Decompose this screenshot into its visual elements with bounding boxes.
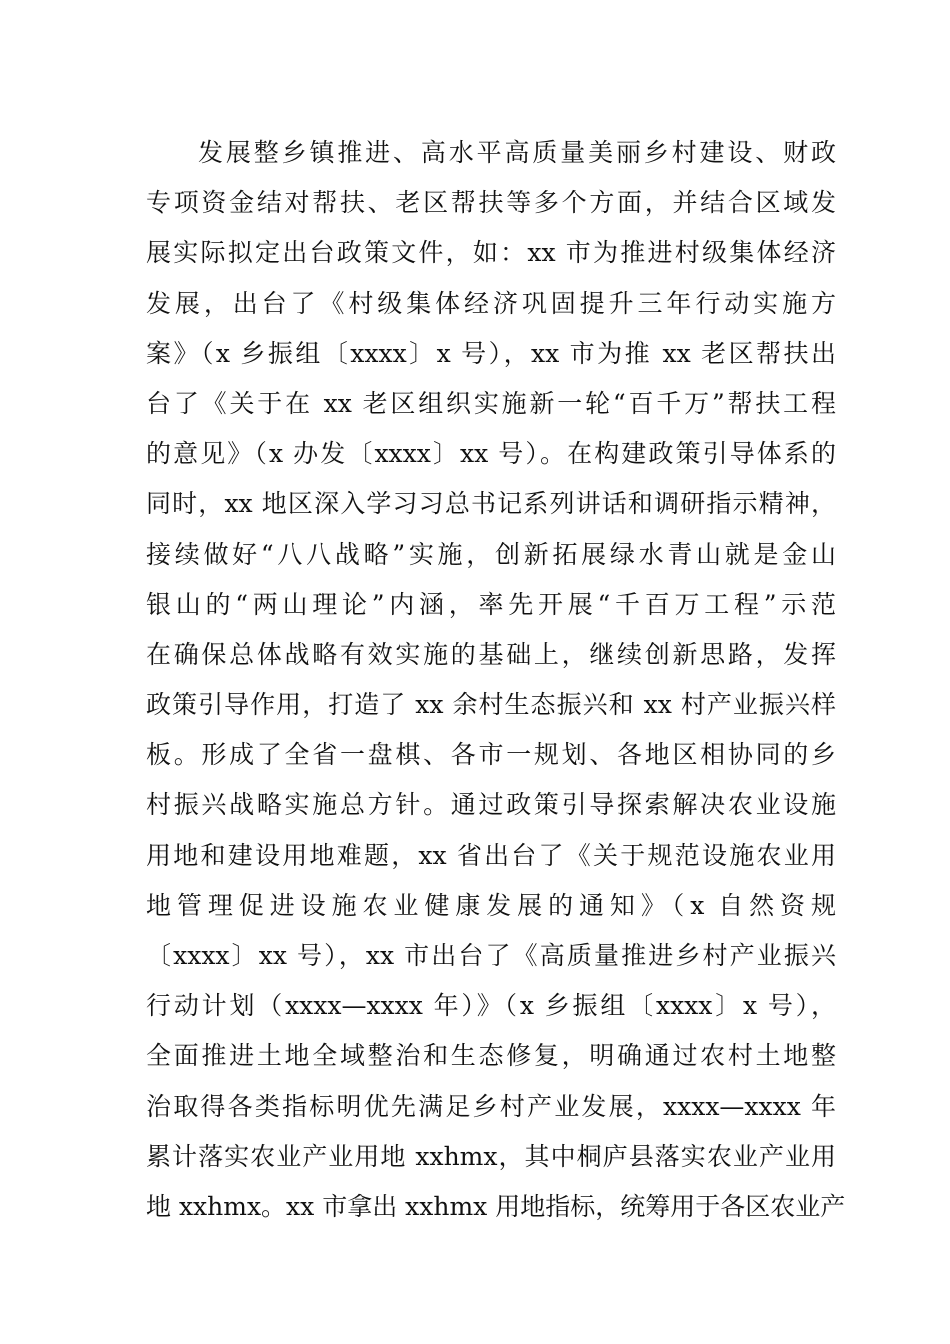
text-line: 政策引导作用，打造了 xx 余村生态振兴和 xx 村产业振兴样: [146, 690, 836, 720]
text-line: 村振兴战略实施总方针。通过政策引导探索解决农业设施: [146, 790, 836, 820]
text-line: 接续做好“八八战略”实施，创新拓展绿水青山就是金山: [146, 539, 836, 569]
text-line: 治取得各类指标明优先满足乡村产业发展，xxxx—xxxx 年: [146, 1091, 836, 1121]
body-paragraph: [146, 128, 846, 1232]
text-line: 行动计划（xxxx—xxxx 年）》（x 乡振组〔xxxx〕x 号），: [146, 991, 836, 1021]
text-line: 在确保总体战略有效实施的基础上，继续创新思路，发挥: [146, 639, 836, 669]
text-line: 展实际拟定出台政策文件，如：xx 市为推进村级集体经济: [146, 238, 836, 268]
text-line: 银山的“两山理论”内涵，率先开展“千百万工程”示范: [146, 589, 836, 619]
text-line: 累计落实农业产业用地 xxhmx，其中桐庐县落实农业产业用: [146, 1141, 836, 1171]
text-line: 发展整乡镇推进、高水平高质量美丽乡村建设、财政: [198, 138, 836, 167]
text-line: 台了《关于在 xx 老区组织实施新一轮“百千万”帮扶工程: [146, 388, 836, 418]
text-line: 全面推进土地全域整治和生态修复，明确通过农村土地整: [146, 1041, 836, 1071]
text-line: 的意见》（x 办发〔xxxx〕xx 号）。在构建政策引导体系的: [146, 439, 836, 469]
text-line: 发展，出台了《村级集体经济巩固提升三年行动实施方: [146, 288, 836, 318]
text-line: 地管理促进设施农业健康发展的通知》（x 自然资规: [146, 890, 836, 920]
text-line: 案》（x 乡振组〔xxxx〕x 号），xx 市为推 xx 老区帮扶出: [146, 338, 836, 368]
text-line: 板。形成了全省一盘棋、各市一规划、各地区相协同的乡: [146, 740, 836, 770]
text-line: 专项资金结对帮扶、老区帮扶等多个方面，并结合区域发: [146, 188, 836, 218]
text-line: 地 xxhmx。xx 市拿出 xxhmx 用地指标，统筹用于各区农业产: [146, 1191, 846, 1221]
text-line: 用地和建设用地难题，xx 省出台了《关于规范设施农业用: [146, 840, 836, 870]
text-line: 〔xxxx〕xx 号），xx 市出台了《高质量推进乡村产业振兴: [146, 941, 836, 970]
text-line: 同时，xx 地区深入学习习总书记系列讲话和调研指示精神，: [146, 489, 836, 519]
